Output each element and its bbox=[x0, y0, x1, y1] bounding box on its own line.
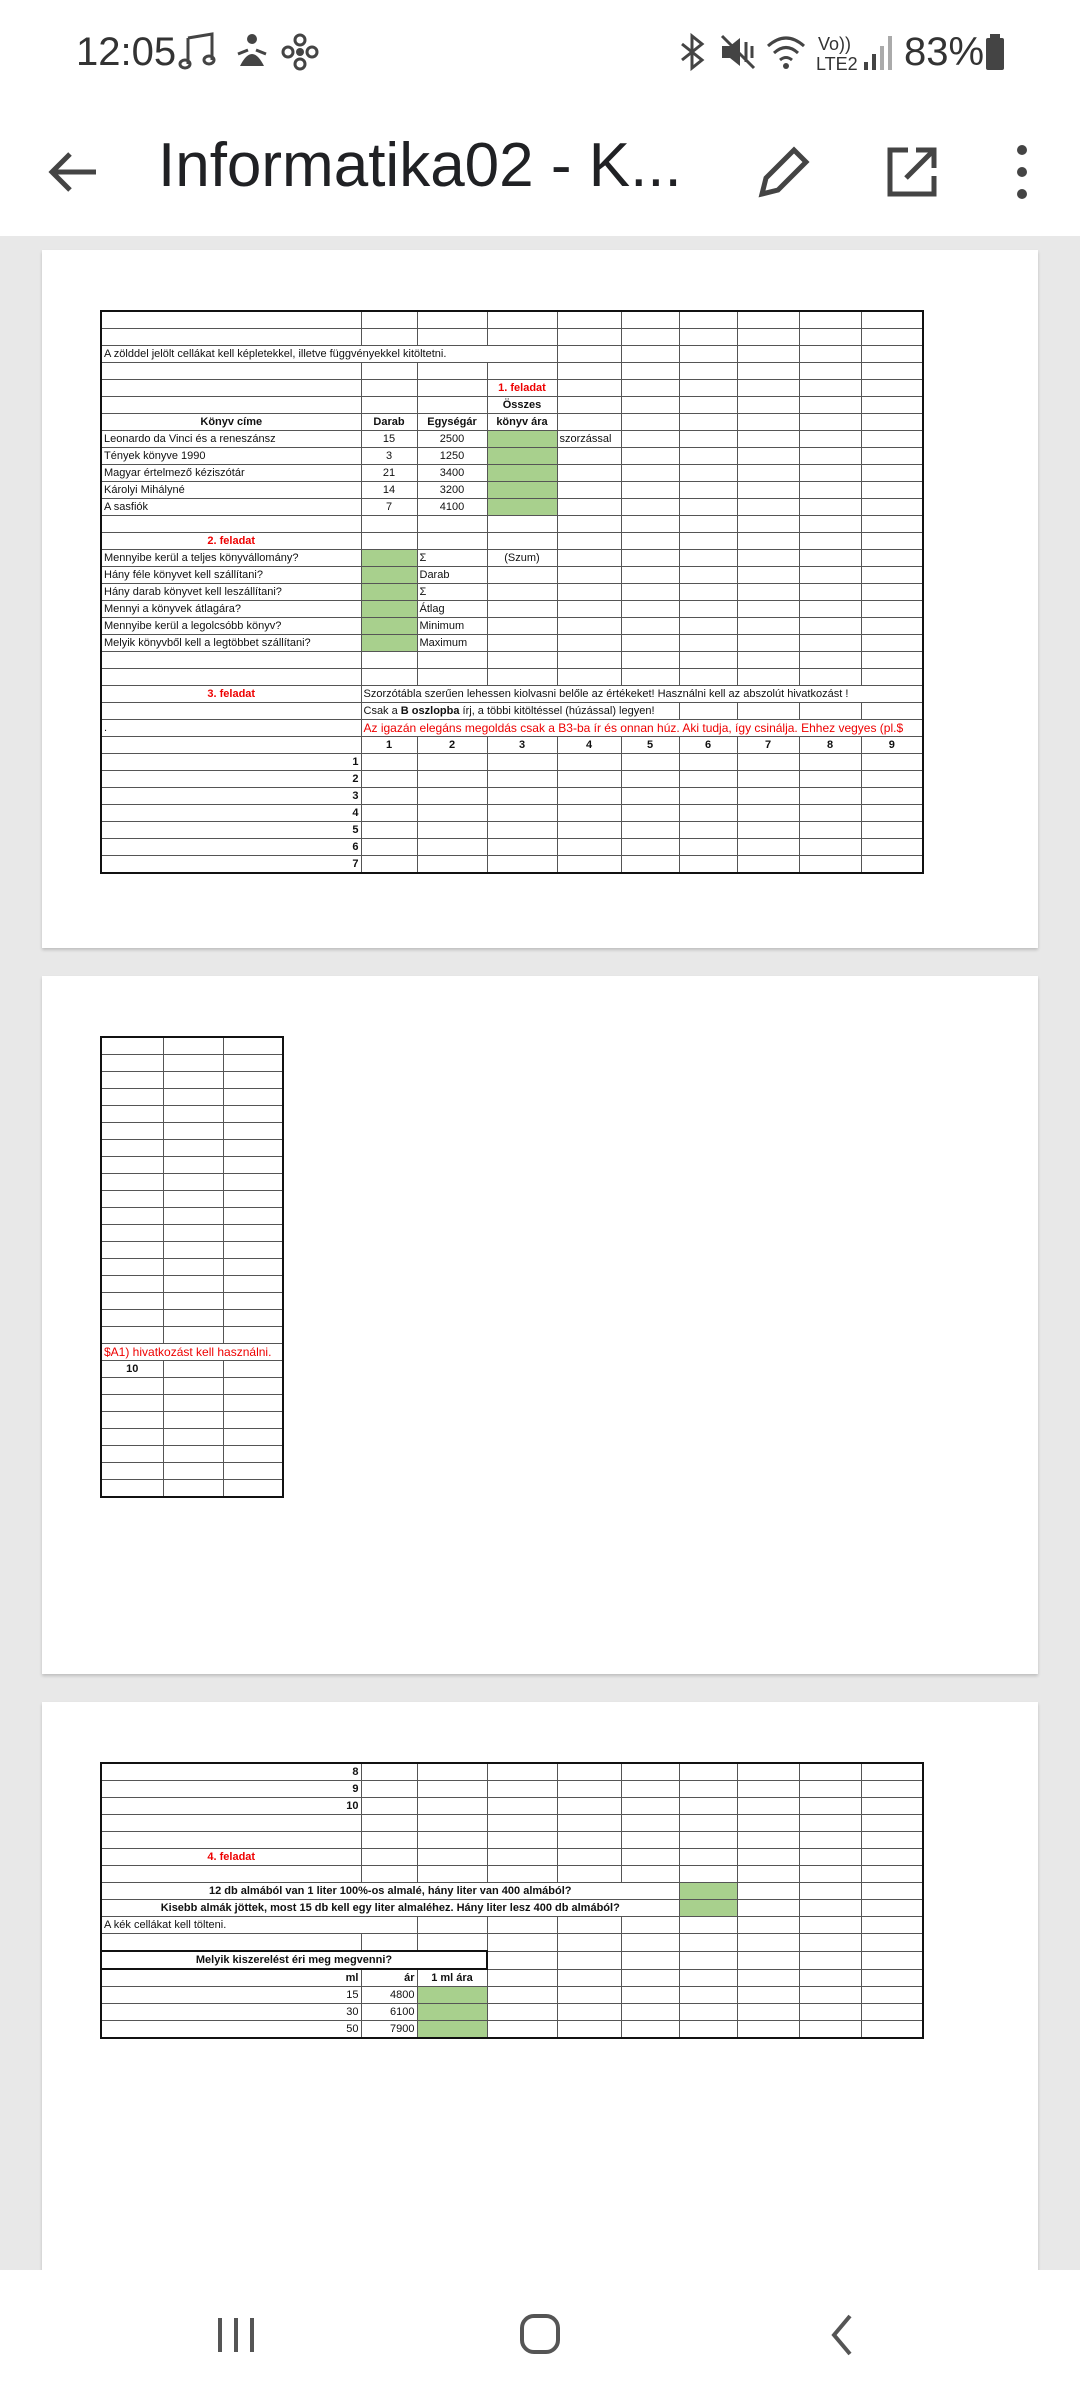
hint-text: Átlag bbox=[417, 601, 487, 618]
row-number: 5 bbox=[101, 822, 361, 839]
green-cell bbox=[417, 2021, 487, 2039]
volte-label: Vo)) bbox=[818, 34, 852, 54]
home-icon[interactable] bbox=[500, 2300, 580, 2370]
table-row bbox=[101, 2021, 923, 2039]
col-price-header: Egységár bbox=[417, 414, 487, 431]
table-row bbox=[101, 499, 923, 516]
book-qty: 3 bbox=[361, 448, 417, 465]
header-total-1: Összes bbox=[487, 397, 557, 414]
back-icon[interactable] bbox=[802, 2300, 882, 2370]
col-title-header: Könyv címe bbox=[101, 414, 361, 431]
green-cell bbox=[679, 1900, 737, 1917]
lte-label: LTE2 bbox=[816, 54, 858, 74]
battery-percent: 83% bbox=[904, 30, 985, 74]
green-cell bbox=[487, 499, 557, 516]
pack-price: 7900 bbox=[361, 2021, 417, 2039]
green-cell bbox=[417, 2004, 487, 2021]
table-row bbox=[101, 448, 923, 465]
more-vert-icon[interactable] bbox=[982, 132, 1062, 212]
fitness-icon bbox=[232, 32, 272, 72]
table-row bbox=[101, 550, 923, 567]
book-title: Magyar értelmező kéziszótár bbox=[101, 465, 361, 482]
row-number: 9 bbox=[101, 1781, 361, 1798]
signal-icon bbox=[862, 32, 896, 72]
battery-icon bbox=[984, 32, 1006, 72]
row-number: 3 bbox=[101, 788, 361, 805]
status-bar bbox=[0, 0, 1080, 108]
edit-pencil-icon[interactable] bbox=[744, 132, 824, 212]
col-number: 6 bbox=[679, 737, 737, 754]
header-unit-price: 1 ml ára bbox=[417, 1969, 487, 1987]
task4-question-1: 12 db almából van 1 liter 100%-os almalé, hány liter van 400 almából? bbox=[101, 1883, 679, 1900]
spreadsheet-page-3 bbox=[100, 1762, 924, 2039]
clock: 12:05 bbox=[76, 30, 177, 74]
task3-line2-a: Csak a bbox=[363, 705, 401, 717]
hint-text: Σ bbox=[417, 584, 487, 601]
book-price: 3200 bbox=[417, 482, 487, 499]
table-row bbox=[101, 601, 923, 618]
green-cell bbox=[361, 601, 417, 618]
table-row bbox=[101, 618, 923, 635]
col-number: 4 bbox=[557, 737, 621, 754]
green-cell bbox=[361, 550, 417, 567]
table-row bbox=[101, 482, 923, 499]
document-title: Informatika02 - K... bbox=[158, 131, 682, 200]
table-row bbox=[101, 465, 923, 482]
hint-text: Darab bbox=[417, 567, 487, 584]
note-multiply: szorzással bbox=[557, 431, 621, 448]
book-price: 3400 bbox=[417, 465, 487, 482]
book-price: 2500 bbox=[417, 431, 487, 448]
sheet-table-1 bbox=[100, 310, 924, 874]
pack-ml: 15 bbox=[101, 1987, 361, 2004]
book-title: Tények könyve 1990 bbox=[101, 448, 361, 465]
pdf-page-1 bbox=[42, 250, 1038, 948]
pack-ml: 50 bbox=[101, 2021, 361, 2039]
green-cell bbox=[679, 1883, 737, 1900]
col-number: 3 bbox=[487, 737, 557, 754]
header-ml: ml bbox=[101, 1969, 361, 1987]
task3-label: 3. feladat bbox=[101, 686, 361, 703]
task3-line1: Szorzótábla szerűen lehessen kiolvasni belőle az értékeket! Használni kell az abszolút hivatkozást ! bbox=[361, 686, 923, 703]
blue-note: A kék cellákat kell tölteni. bbox=[101, 1917, 417, 1934]
green-cell bbox=[361, 618, 417, 635]
table-row bbox=[101, 584, 923, 601]
book-qty: 15 bbox=[361, 431, 417, 448]
task1-label: 1. feladat bbox=[487, 380, 557, 397]
bluetooth-icon bbox=[676, 32, 708, 72]
task3-line2 bbox=[361, 703, 679, 720]
task2-label: 2. feladat bbox=[101, 533, 361, 550]
open-external-icon[interactable] bbox=[872, 132, 952, 212]
question-text: Mennyi a könyvek átlagára? bbox=[101, 601, 361, 618]
table-row bbox=[101, 1987, 923, 2004]
row-number: 6 bbox=[101, 839, 361, 856]
hint-text: Maximum bbox=[417, 635, 487, 652]
green-cell bbox=[487, 448, 557, 465]
book-title: Leonardo da Vinci és a reneszánsz bbox=[101, 431, 361, 448]
task3-line2-b: B oszlopba bbox=[400, 705, 460, 717]
fan-icon bbox=[280, 32, 320, 72]
spreadsheet-page-1 bbox=[100, 310, 924, 874]
question-text: Hány féle könyvet kell szállítani? bbox=[101, 567, 361, 584]
pack-title: Melyik kiszerelést éri meg megvenni? bbox=[101, 1951, 487, 1969]
task3-line3: Az igazán elegáns megoldás csak a B3-ba ír és onnan húz. Aki tudja, így csinálja. Ehhez vegyes (pl.$ bbox=[361, 720, 923, 737]
header-price: ár bbox=[361, 1969, 417, 1987]
book-qty: 21 bbox=[361, 465, 417, 482]
green-cell bbox=[487, 431, 557, 448]
spreadsheet-page-2 bbox=[100, 1036, 284, 1498]
pdf-page-2 bbox=[42, 976, 1038, 1674]
book-title: Károlyi Mihályné bbox=[101, 482, 361, 499]
col-number: 9 bbox=[861, 737, 923, 754]
hint-extra: (Szum) bbox=[487, 550, 557, 567]
green-cell bbox=[361, 584, 417, 601]
book-qty: 14 bbox=[361, 482, 417, 499]
navigation-bar bbox=[0, 2270, 1080, 2400]
mute-vibrate-icon bbox=[718, 32, 758, 72]
row-number: 4 bbox=[101, 805, 361, 822]
task3-line2-c: írj, a többi kitöltéssel (húzással) legyen! bbox=[459, 705, 655, 717]
pdf-viewer[interactable] bbox=[0, 236, 1080, 2270]
app-bar bbox=[0, 108, 1080, 236]
book-price: 4100 bbox=[417, 499, 487, 516]
pack-price: 6100 bbox=[361, 2004, 417, 2021]
green-cell bbox=[417, 1987, 487, 2004]
book-qty: 7 bbox=[361, 499, 417, 516]
col-number: 2 bbox=[417, 737, 487, 754]
task4-label: 4. feladat bbox=[101, 1849, 361, 1866]
green-cell bbox=[361, 567, 417, 584]
table-row bbox=[101, 635, 923, 652]
green-cell bbox=[361, 635, 417, 652]
col-number-10: 10 bbox=[101, 1361, 163, 1378]
book-title: A sasfiók bbox=[101, 499, 361, 516]
row-number: 7 bbox=[101, 856, 361, 874]
pack-ml: 30 bbox=[101, 2004, 361, 2021]
col-number: 7 bbox=[737, 737, 799, 754]
question-text: Hány darab könyvet kell leszállítani? bbox=[101, 584, 361, 601]
book-price: 1250 bbox=[417, 448, 487, 465]
music-note-icon bbox=[178, 32, 218, 72]
pdf-page-3 bbox=[42, 1702, 1038, 2270]
hint-text: Σ bbox=[417, 550, 487, 567]
header-total-2: könyv ára bbox=[487, 414, 557, 431]
wifi-icon bbox=[764, 32, 808, 72]
task4-question-2: Kisebb almák jöttek, most 15 db kell egy liter almaléhez. Hány liter lesz 400 db almából? bbox=[101, 1900, 679, 1917]
pack-price: 4800 bbox=[361, 1987, 417, 2004]
row-number: 2 bbox=[101, 771, 361, 788]
table-row bbox=[101, 567, 923, 584]
row-number: 10 bbox=[101, 1798, 361, 1815]
question-text: Mennyibe kerül a legolcsóbb könyv? bbox=[101, 618, 361, 635]
table-row bbox=[101, 431, 923, 448]
sheet-table-3 bbox=[100, 1762, 924, 2039]
col-number: 1 bbox=[361, 737, 417, 754]
dot-cell: . bbox=[101, 720, 361, 737]
overflow-text: $A1) hivatkozást kell használni. bbox=[101, 1344, 283, 1361]
col-number: 5 bbox=[621, 737, 679, 754]
back-arrow-icon[interactable] bbox=[34, 132, 114, 212]
recent-apps-icon[interactable] bbox=[196, 2300, 276, 2370]
row-number: 8 bbox=[101, 1763, 361, 1781]
hint-text: Minimum bbox=[417, 618, 487, 635]
question-text: Melyik könyvből kell a legtöbbet szállítani? bbox=[101, 635, 361, 652]
sheet-table-2 bbox=[100, 1036, 284, 1498]
question-text: Mennyibe kerül a teljes könyvállomány? bbox=[101, 550, 361, 567]
green-cell bbox=[487, 482, 557, 499]
col-qty-header: Darab bbox=[361, 414, 417, 431]
col-number: 8 bbox=[799, 737, 861, 754]
instruction-text: A zölddel jelölt cellákat kell képletekkel, illetve függvényekkel kitöltetni. bbox=[101, 346, 557, 363]
green-cell bbox=[487, 465, 557, 482]
table-row bbox=[101, 2004, 923, 2021]
row-number: 1 bbox=[101, 754, 361, 771]
